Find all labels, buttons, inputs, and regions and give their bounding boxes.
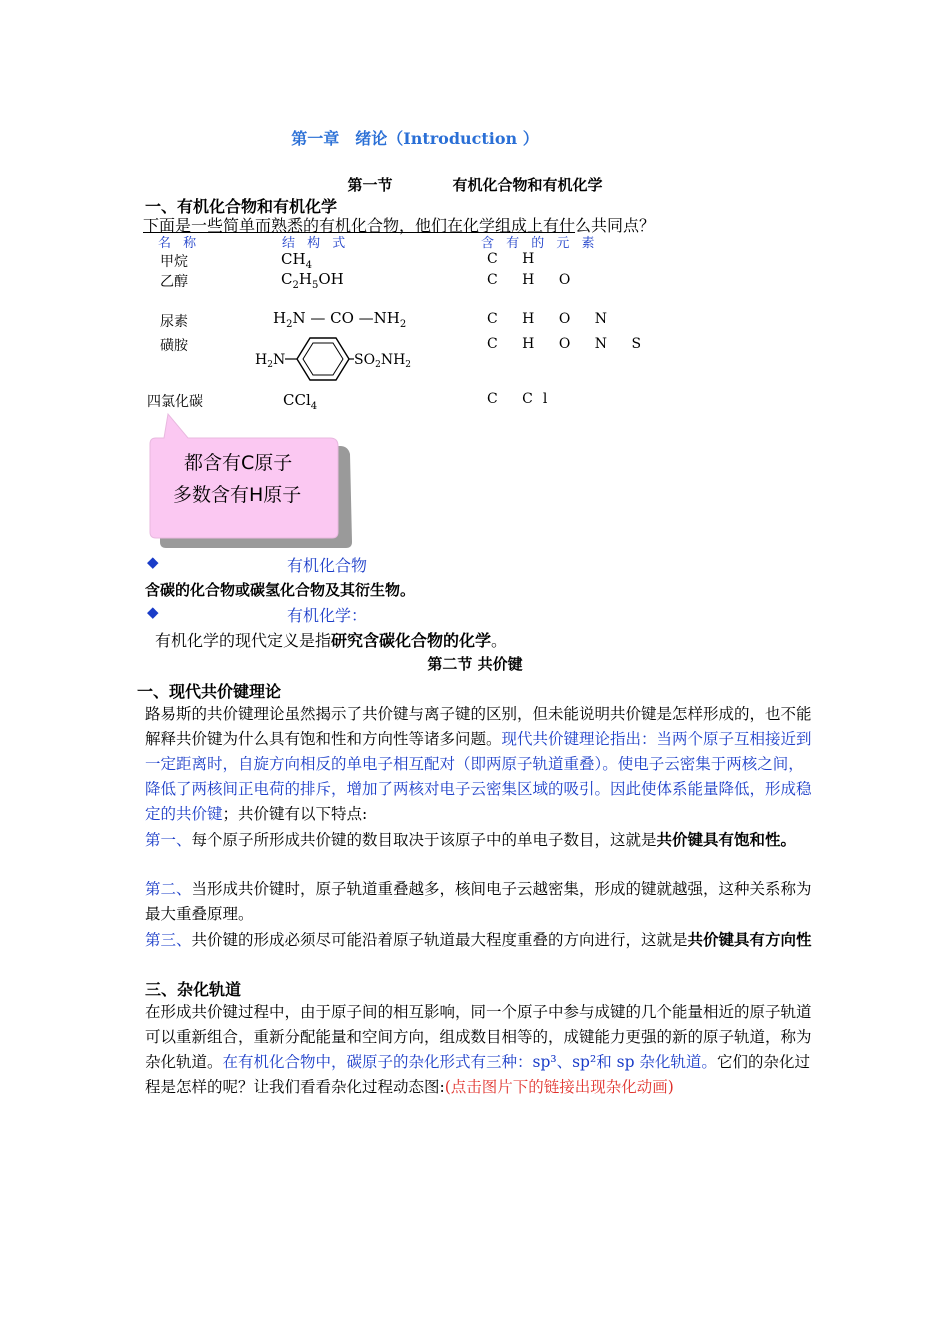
p5-plain: 在形成共价键过程中，由于原子间的相互影响，同一个原子中参与成键的几个能量相近的原子轨道可以重新组合，重新分配能量和空间方向，组成数目相等的，成键能力更强的新的原子轨道，称为杂化轨道。 (145, 1003, 812, 1071)
svg-text:SO2NH2: $SO_2NH_2$ (354, 352, 412, 370)
section1-heading (0, 174, 950, 195)
compound-elements: C H O N (487, 311, 617, 327)
chapter-title: 第一章 绪论（Introduction ） (291, 129, 539, 148)
section1-title: 有机化合物和有机化学 (452, 176, 603, 194)
def2-plain: 有机化学的现代定义是指 (155, 631, 332, 650)
compound-formula: $H_2N$ — CO $—NH_2$ (273, 309, 407, 330)
section1-number: 第一节 (347, 176, 393, 194)
compound-name: 尿素 (160, 314, 188, 330)
compound-elements: C H O (487, 272, 581, 288)
speech-bubble (140, 408, 355, 548)
sulfanilamide-structure (252, 330, 422, 386)
compound-formula: $CH_4$ (281, 250, 312, 271)
def1-text: 含碳的化合物或碳氢化合物及其衍生物。 (145, 581, 416, 599)
p2-bold: 共价键具有饱和性。 (656, 830, 797, 849)
bubble-line1: 都含有C原子 (184, 452, 293, 474)
def2-text (155, 628, 507, 651)
intro-rest: 么共同点？ (575, 216, 656, 235)
p4-plain: 共价键的形成必须尽可能沿着原子轨道最大程度重叠的方向进行，这就是 (191, 931, 688, 949)
table-header-name: 名 称 (158, 236, 201, 251)
compound-elements: C H (487, 251, 545, 267)
table-header-elements: 含 有 的 元 素 (481, 236, 599, 251)
p1-plain: 路易斯的共价键理论虽然揭示了共价键与离子键的区别，但未能说明共价键是怎样形成的，也不能解释共价键为什么具有饱和性和方向性等诸多问题。 (145, 705, 812, 748)
def1-term: 有机化合物 (287, 556, 368, 575)
compound-elements: C Cl (487, 391, 558, 407)
part3-heading: 三、杂化轨道 (145, 980, 242, 999)
p4-bold: 共价键具有方向性 (687, 930, 812, 949)
section2-title: 第二节 共价键 (427, 655, 523, 673)
def2-end: 。 (491, 631, 508, 650)
table-header-structure: 结 构 式 (282, 236, 350, 251)
bubble-line2: 多数含有H原子 (173, 484, 302, 506)
def2-term: 有机化学： (287, 606, 368, 625)
p2-plain: 每个原子所形成共价键的数目取决于该原子中的单电子数目，这就是 (191, 831, 657, 849)
def2-bold: 研究含碳化合物的化学 (331, 631, 492, 650)
paragraph-saturation (145, 827, 813, 853)
compound-formula: CCl$_4$ (283, 391, 318, 412)
p2-lead: 第一、 (145, 831, 192, 849)
paragraph-max-overlap (145, 877, 813, 927)
compound-name: 磺胺 (160, 338, 188, 354)
diamond-icon: ◆ (147, 553, 159, 571)
compound-name: 甲烷 (160, 254, 188, 270)
compound-formula: $C_2H_5OH$ (281, 270, 344, 291)
p1-end: ；共价键有以下特点: (222, 805, 368, 823)
paragraph-covalent-theory (145, 702, 813, 827)
paragraph-direction (145, 927, 813, 953)
svg-text:H2N: $H_2N$ (255, 352, 286, 370)
p5-blue: 在有机化合物中，碳原子的杂化形式有三种：sp³、sp²和 sp 杂化轨道。 (222, 1053, 717, 1071)
p3-plain: 当形成共价键时，原子轨道重叠越多，核间电子云越密集，形成的键就越强，这种关系称为最大重叠原理。 (145, 880, 812, 923)
intro-underlined: 下面是一些简单而熟悉的有机化合物，他们在化学组成上有什 (143, 216, 576, 235)
p3-lead: 第二、 (145, 880, 192, 898)
part1-heading: 一、有机化合物和有机化学 (145, 197, 338, 216)
compound-name: 乙醇 (160, 274, 188, 290)
diamond-icon: ◆ (147, 603, 159, 621)
part2-heading: 一、现代共价键理论 (137, 682, 282, 701)
hybrid-animation-link[interactable]: (点击图片下的链接出现杂化动画) (444, 1078, 674, 1096)
compound-elements: C H O N S (487, 336, 652, 352)
p1-blue: 现代共价键理论指出：当两个原子互相接近到一定距离时，自旋方向相反的单电子相互配对（即两原子轨道重叠）。使电子云密集于两核之间，降低了两核间正电荷的排斥，增加了两核对电子云密集区域的吸引。因此使体系能量降低，形成稳定的共价键 (145, 730, 812, 823)
compound-name: 四氯化碳 (147, 394, 203, 410)
paragraph-hybrid-orbitals (145, 1000, 813, 1100)
p5-plain2: 它们的杂化过程是怎样的呢？让我们看看杂化过程动态图: (145, 1053, 810, 1096)
p4-lead: 第三、 (145, 931, 192, 949)
